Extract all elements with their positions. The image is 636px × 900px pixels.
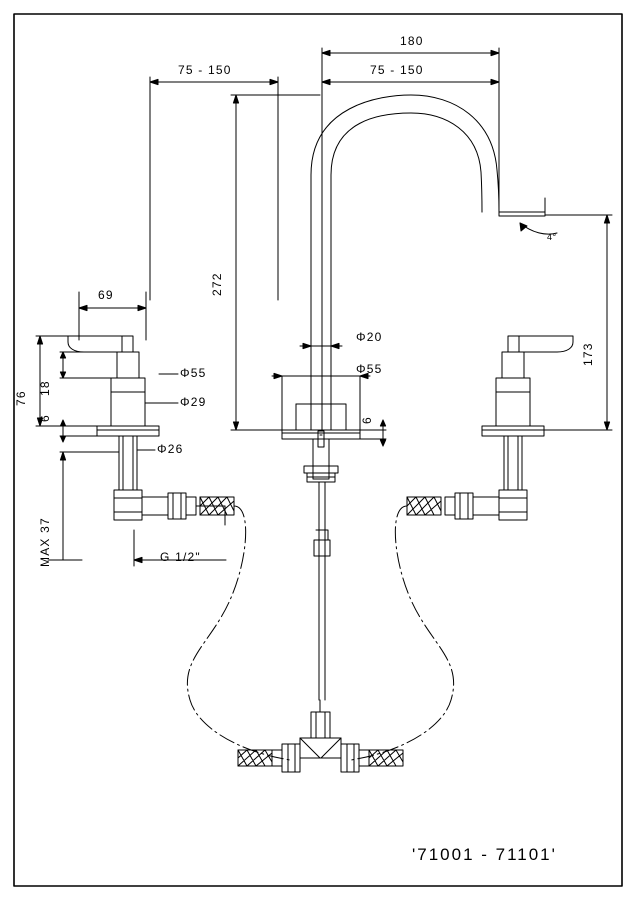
- dim-label-max37: MAX 37: [38, 517, 52, 567]
- tee-nut-right: [341, 744, 359, 772]
- right-handle-lever: [508, 336, 573, 352]
- left-valve-body: [111, 378, 145, 426]
- dim-left-spread-arrow-left: [150, 79, 158, 84]
- dim-label-173: 173: [581, 342, 595, 366]
- dim-label-69: 69: [98, 288, 114, 302]
- dim-label-76: 76: [14, 390, 28, 406]
- dim-label-18: 18: [38, 380, 52, 396]
- right-outlet-body: [473, 497, 499, 515]
- dim-18-arrow-top: [60, 352, 65, 358]
- right-shank: [504, 436, 522, 490]
- dim-g12-arrow: [134, 557, 142, 562]
- dim-label-6-center: 6: [360, 416, 374, 424]
- dim-label-6-left: 6: [38, 414, 52, 422]
- tee-hose-braid-right: [369, 750, 403, 766]
- tee-vertical: [311, 712, 330, 738]
- spout-inner-curve: [331, 113, 482, 430]
- spout-tube-cap2: [316, 530, 328, 540]
- spout-tip-bevel: [530, 198, 545, 212]
- tee-cone-left: [300, 738, 320, 758]
- dim-6-left-arrow-bot: [60, 436, 65, 442]
- dim-left-spread-arrow-right: [270, 79, 278, 84]
- dim-label-180: 180: [400, 34, 424, 48]
- spout-tube-cap: [314, 540, 330, 556]
- dim-6-center-arrow-bot: [380, 440, 385, 446]
- dim-label-phi20: Φ20: [356, 330, 383, 344]
- dim-right-spread-arrow-left: [322, 79, 330, 84]
- tee-hose-braid-left: [238, 750, 272, 766]
- tee-nut-left: [282, 744, 300, 772]
- left-coupling: [186, 497, 196, 515]
- dim-label-phi55-center: Φ55: [356, 362, 383, 376]
- dim-phi20-arrow-right: [331, 343, 339, 348]
- right-handle-stem: [502, 352, 524, 378]
- dim-label-phi26: Φ26: [157, 442, 184, 456]
- tee-body: [300, 738, 341, 758]
- right-flange: [482, 426, 544, 436]
- left-hose-path: [187, 506, 290, 760]
- dim-label-top-spread-left: 75 - 150: [178, 63, 232, 77]
- dim-label-top-spread-right: 75 - 150: [370, 63, 424, 77]
- left-lock-nut: [114, 490, 142, 520]
- dim-272-arrow-bot: [233, 422, 238, 430]
- drawing-title: '71001 - 71101': [412, 845, 557, 864]
- dim-phi20-arrow-left: [303, 343, 311, 348]
- tee-cone-right: [321, 738, 341, 758]
- left-flange: [97, 426, 159, 436]
- sheet-border: [14, 14, 622, 886]
- right-lock-nut: [499, 490, 527, 520]
- spout-outer-curve: [311, 95, 499, 430]
- spout-outlet: [499, 212, 545, 216]
- dim-6-left-arrow-top: [60, 420, 65, 426]
- dim-173-arrow-bot: [604, 422, 609, 430]
- spout-base-body: [296, 404, 346, 430]
- dim-max37-arrow-top: [60, 452, 65, 460]
- dim-18-arrow-bot: [60, 372, 65, 378]
- left-handle-lever: [68, 336, 133, 352]
- spout-washer-top: [304, 466, 338, 473]
- right-hose-path: [351, 506, 454, 760]
- dim-phi55-center-arrow-left: [274, 373, 282, 378]
- dim-label-272: 272: [210, 272, 224, 296]
- right-hose-braid: [407, 497, 441, 515]
- dim-272-arrow-top: [233, 95, 238, 103]
- dim-69-arrow-left: [79, 305, 87, 310]
- dim-label-swivel-angle: 4°: [547, 232, 557, 242]
- dim-76-arrow-top: [37, 336, 42, 344]
- dim-180-arrow-right: [491, 50, 499, 55]
- left-outlet-body: [142, 497, 168, 515]
- dim-label-phi55-left: Φ55: [180, 366, 207, 380]
- left-handle-stem: [117, 352, 139, 378]
- left-shank: [119, 436, 137, 490]
- dim-label-g12: G 1/2": [160, 550, 201, 564]
- dim-180-arrow-left: [322, 50, 330, 55]
- dim-right-spread-arrow-right: [491, 79, 499, 84]
- right-coupling: [445, 497, 455, 515]
- dim-6-center-arrow-top: [380, 420, 385, 426]
- dim-173-arrow-top: [604, 215, 609, 223]
- swivel-arrow: [520, 223, 527, 231]
- dim-label-phi29-left: Φ29: [180, 395, 207, 409]
- right-outlet-nut: [455, 493, 473, 519]
- left-outlet-nut: [168, 493, 186, 519]
- dim-69-arrow-right: [138, 305, 146, 310]
- right-valve-body: [496, 378, 530, 426]
